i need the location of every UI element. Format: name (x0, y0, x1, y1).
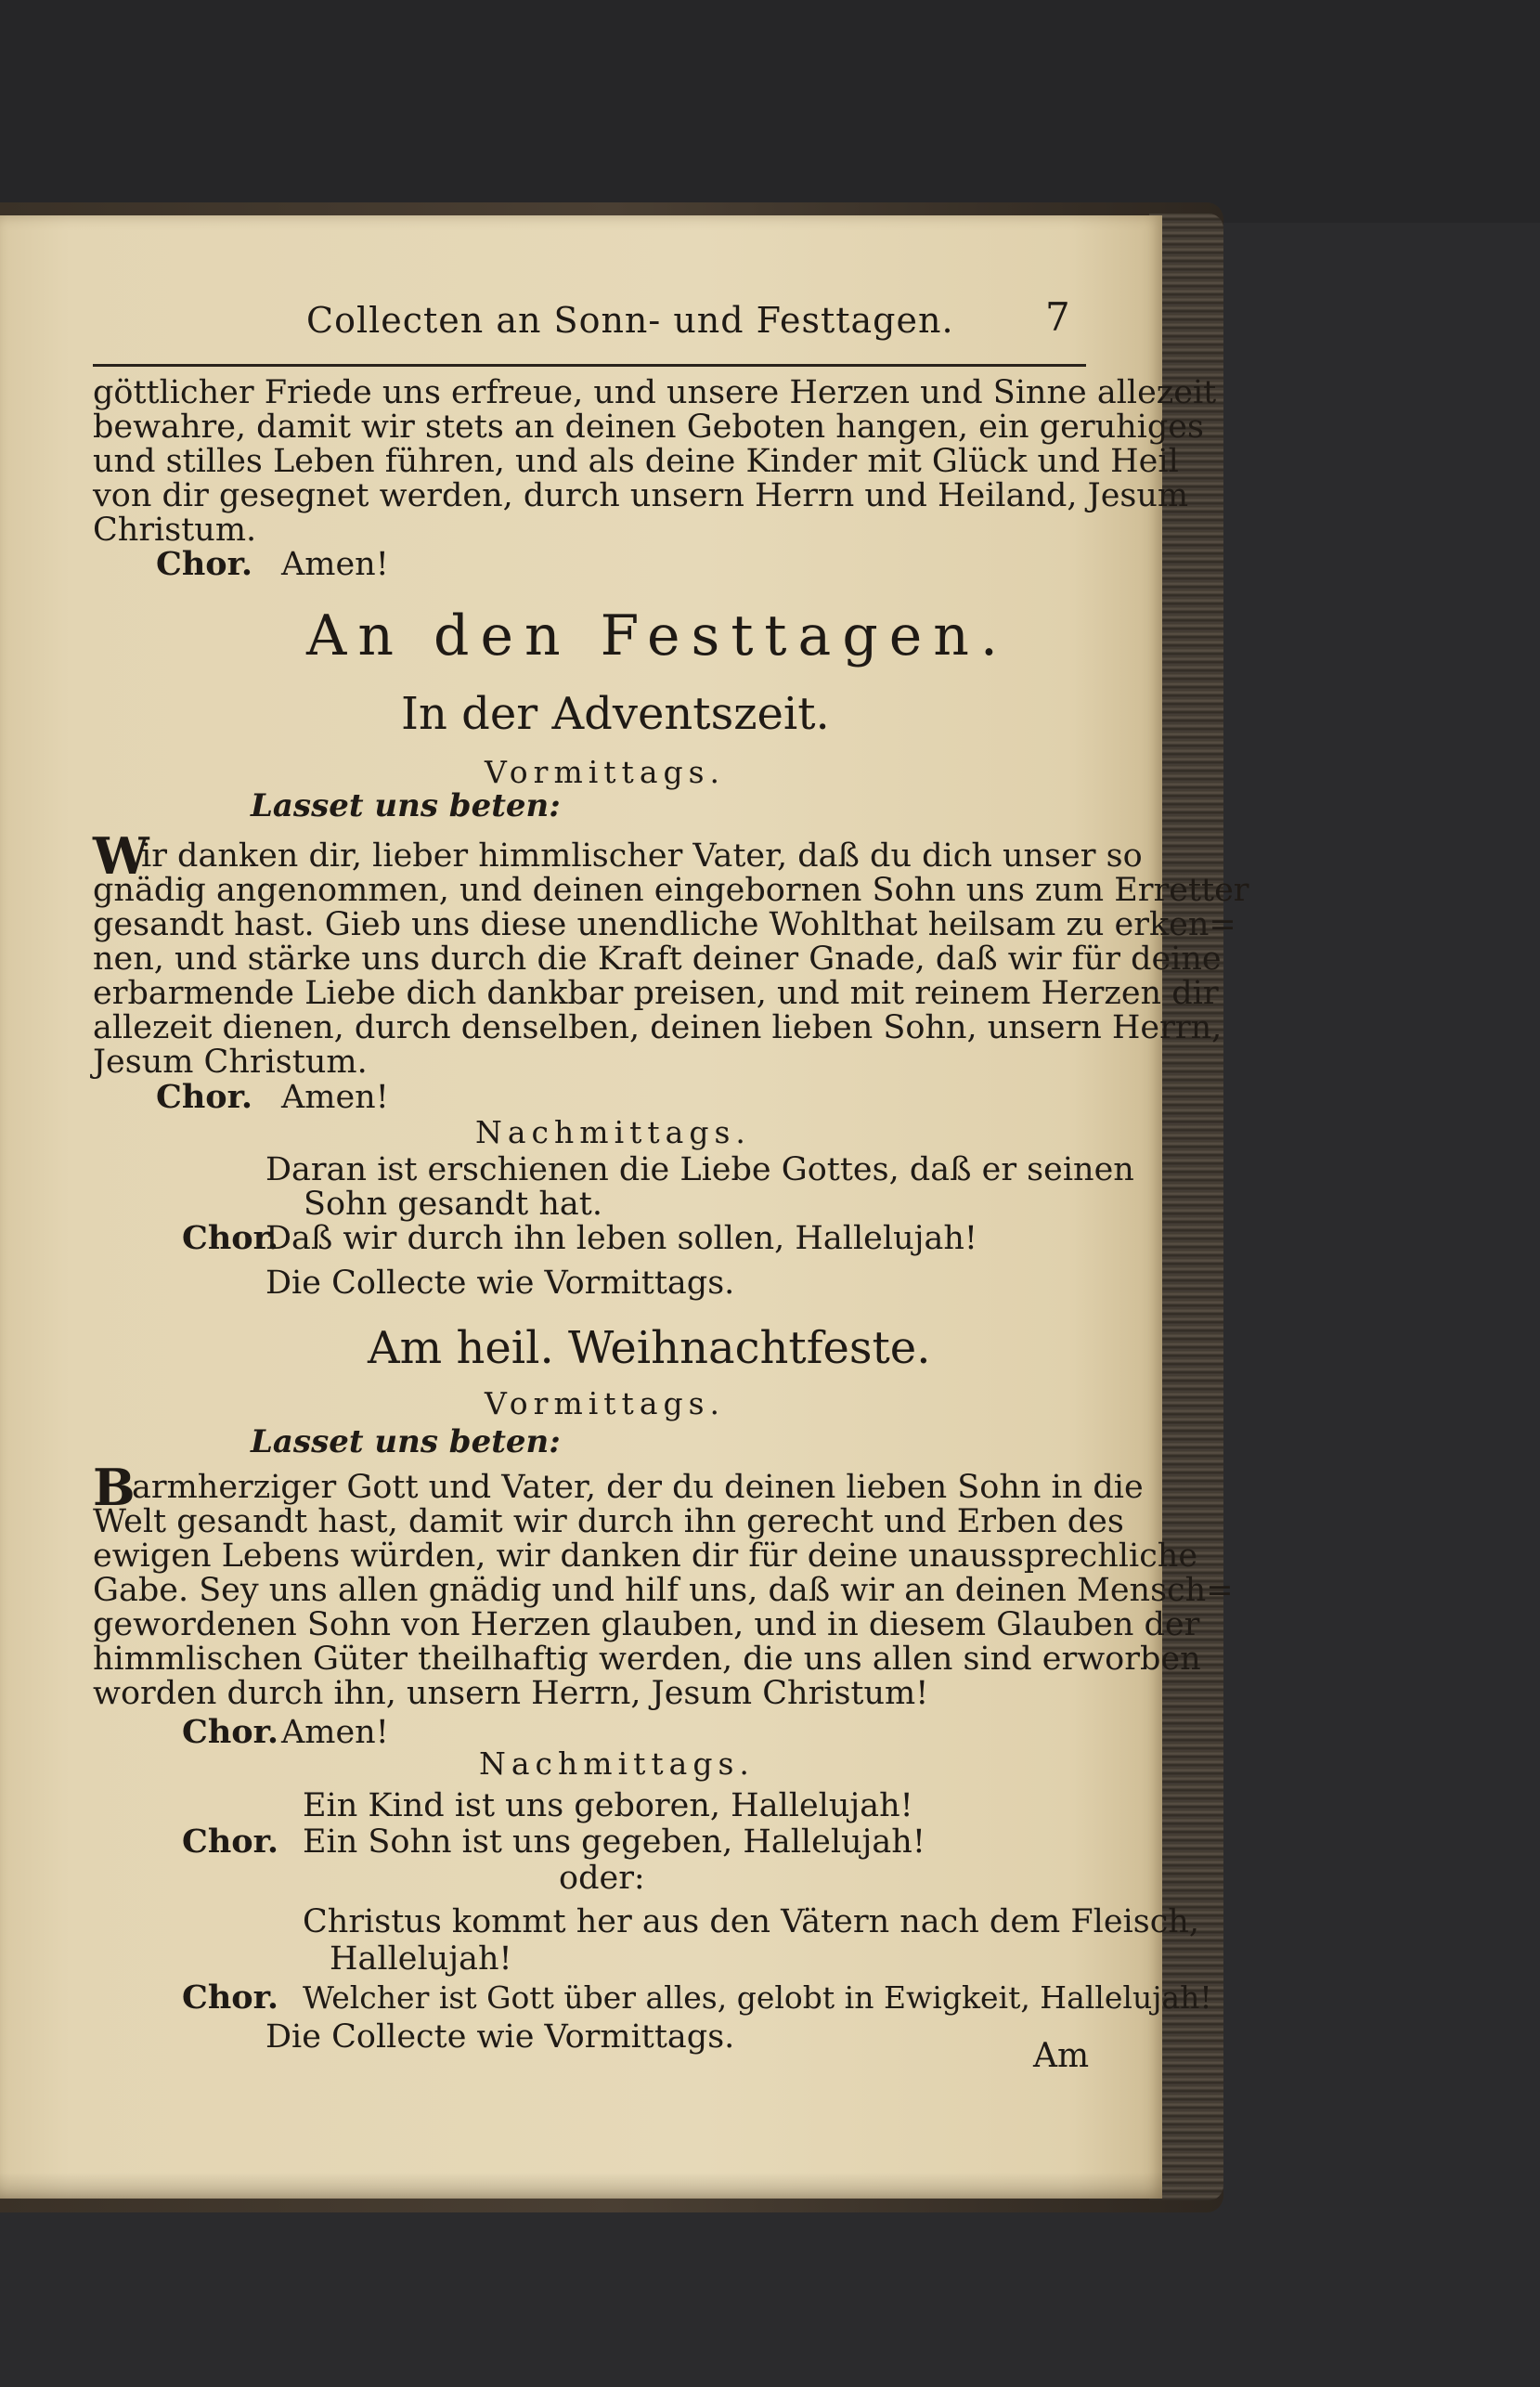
chor-label: Chor. (182, 1713, 279, 1751)
christmas-morning-label: Vormittags. (485, 1385, 726, 1421)
advent-versicle-line: Sohn gesandt hat. (304, 1186, 602, 1223)
running-title: Collecten an Sonn- und Festtagen. (306, 300, 954, 341)
page-shadow (0, 2173, 1162, 2199)
advent-prayer-line: gnädig angenommen, und deinen eingebornen Sohn uns zum Erretter (93, 872, 1249, 909)
advent-prayer-line: erbarmende Liebe dich dankbar preisen, und mit reinem Herzen dir (93, 975, 1219, 1012)
advent-prayer-intro: Lasset uns beten: (251, 787, 561, 824)
christmas-versicle-line: Christus kommt her aus den Vätern nach dem Fleisch, (303, 1903, 1199, 1940)
advent-prayer-line: nen, und stärke uns durch die Kraft deiner Gnade, daß wir für deine (93, 941, 1222, 978)
christmas-or-label: oder: (559, 1860, 645, 1897)
christmas-versicle-line: Hallelujah! (330, 1940, 512, 1978)
advent-collect-note: Die Collecte wie Vormittags. (265, 1265, 735, 1302)
text-line: bewahre, damit wir stets an deinen Geboten hangen, ein geruhiges (93, 409, 1204, 446)
chor-response: Amen! (281, 546, 389, 583)
section-title: An den Festtagen. (306, 603, 1009, 668)
advent-title: In der Adventszeit. (401, 688, 830, 740)
chor-label: Chor. (182, 1978, 279, 2017)
christmas-prayer-line: Gabe. Sey uns allen gnädig und hilf uns, daß wir an deinen Mensch= (93, 1572, 1234, 1609)
christmas-prayer-line: ewigen Lebens würden, wir danken dir für deine unaussprechliche (93, 1537, 1198, 1575)
text-line: von dir gesegnet werden, durch unsern Herrn und Heiland, Jesum (93, 477, 1189, 514)
text-line: göttlicher Friede uns erfreue, und unsere Herzen und Sinne allezeit (93, 374, 1217, 411)
christmas-prayer-line: gewordenen Sohn von Herzen glauben, und in diesem Glauben der (93, 1606, 1200, 1643)
advent-dropcap: W (93, 826, 149, 886)
chor-response: Amen! (281, 1714, 389, 1751)
backdrop (0, 0, 1540, 223)
christmas-prayer-line: armherziger Gott und Vater, der du deinen lieben Sohn in die (132, 1469, 1144, 1506)
header-rule (93, 364, 1086, 367)
chor-label: Chor. (156, 545, 253, 583)
christmas-response: Welcher ist Gott über alles, gelobt in Ewigkeit, Hallelujah! (303, 1979, 1212, 2016)
advent-afternoon-label: Nachmittags. (475, 1114, 751, 1150)
advent-morning-label: Vormittags. (485, 754, 726, 790)
christmas-afternoon-label: Nachmittags. (479, 1745, 755, 1782)
advent-prayer-line: Jesum Christum. (93, 1044, 368, 1081)
chor-label: Chor. (182, 1219, 279, 1257)
christmas-dropcap: B (93, 1458, 136, 1517)
advent-prayer-line: allezeit dienen, durch denselben, deinen lieben Sohn, unsern Herrn, (93, 1009, 1223, 1046)
text-line: und stilles Leben führen, und als deine Kinder mit Glück und Heil (93, 443, 1179, 480)
chor-response: Amen! (281, 1079, 389, 1116)
christmas-title: Am heil. Weihnachtfeste. (368, 1322, 931, 1374)
christmas-versicle: Ein Kind ist uns geboren, Hallelujah! (303, 1787, 913, 1824)
christmas-prayer-line: worden durch ihn, unsern Herrn, Jesum Christum! (93, 1675, 929, 1712)
christmas-collect-note: Die Collecte wie Vormittags. (265, 2018, 735, 2056)
christmas-prayer-line: Welt gesandt hast, damit wir durch ihn gerecht und Erben des (93, 1503, 1124, 1540)
page-number: 7 (1045, 294, 1070, 340)
advent-response: Daß wir durch ihn leben sollen, Hallelujah! (265, 1220, 977, 1257)
catchword: Am (1033, 2037, 1090, 2075)
advent-prayer-line: gesandt hast. Gieb uns diese unendliche Wohlthat heilsam zu erken= (93, 906, 1236, 943)
text-line: Christum. (93, 512, 257, 549)
chor-label: Chor. (182, 1823, 279, 1861)
christmas-response: Ein Sohn ist uns gegeben, Hallelujah! (303, 1823, 925, 1861)
chor-label: Chor. (156, 1078, 253, 1116)
advent-prayer-line: ir danken dir, lieber himmlischer Vater, daß du dich unser so (141, 837, 1143, 875)
christmas-prayer-line: himmlischen Güter theilhaftig werden, die uns allen sind erworben (93, 1641, 1201, 1678)
christmas-prayer-intro: Lasset uns beten: (251, 1423, 561, 1460)
advent-versicle-line: Daran ist erschienen die Liebe Gottes, daß er seinen (265, 1151, 1134, 1188)
